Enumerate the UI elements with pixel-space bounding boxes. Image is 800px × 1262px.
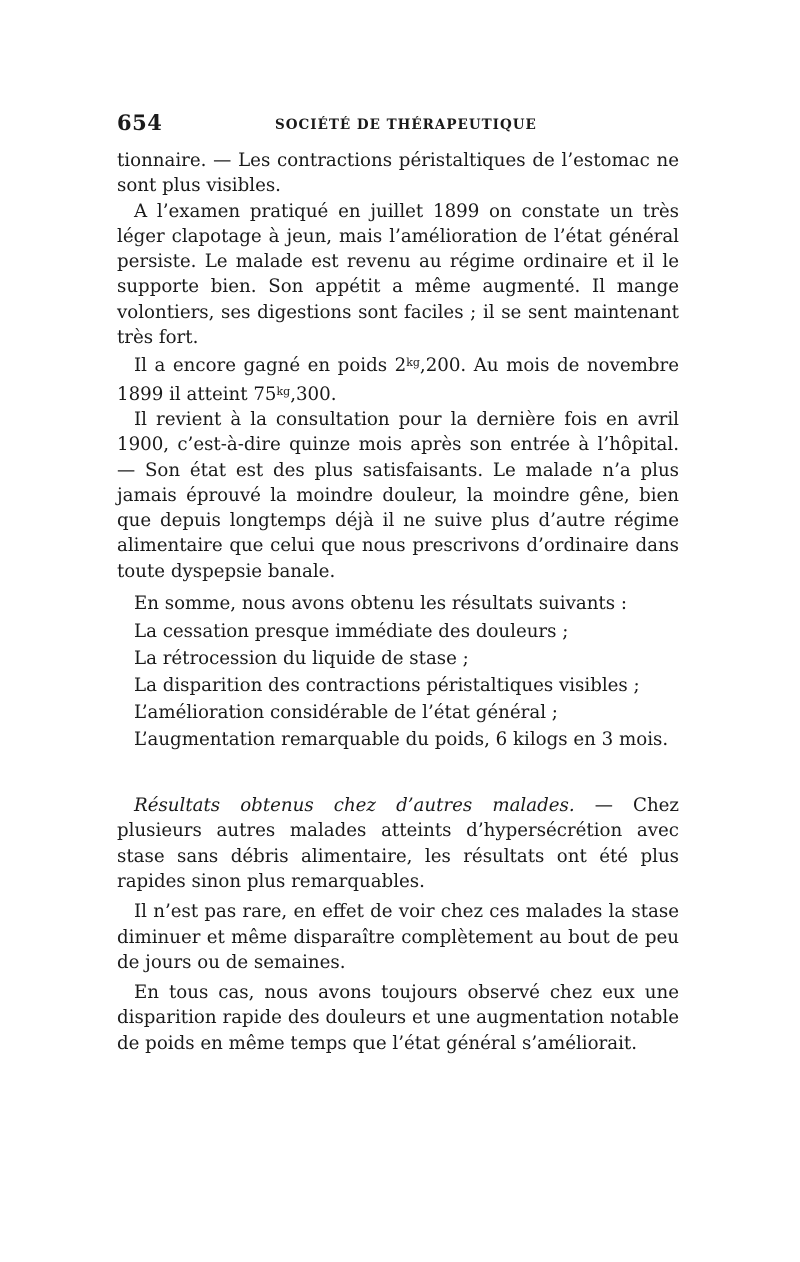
section-title: Résultats obtenus chez d’autres malades. [134, 795, 575, 817]
results-item: La cessation presque immédiate des douleurs ; [134, 621, 569, 643]
results-item: L’augmentation remarquable du poids, 6 kilogs en 3 mois. [134, 729, 669, 751]
weight-text-after: ,300. [290, 383, 337, 405]
page-number: 654 [117, 110, 163, 135]
results-item: L’amélioration considérable de l’état général ; [134, 702, 558, 724]
weight-text-before: Il a encore gagné en poids 2 [134, 355, 407, 377]
paragraph-continued: tionnaire. — Les contractions péristaltiques de l’estomac ne sont plus visibles. [117, 150, 679, 197]
paragraph-final-consultation: Il revient à la consultation pour la dernière fois en avril 1900, c’est-à-dire quinze mois après son entrée à l’hôpital. — Son état est des plus satisfaisants. Le malade n’a plus jamais éprouvé la moindre douleur, la moindre gêne, bien que depuis longtemps déjà il ne suive plus d’autre régime alimentaire que celui que nous prescrivons d’ordinaire dans toute dyspepsie banale. [117, 408, 679, 582]
section-spacer [117, 753, 679, 793]
book-page [117, 110, 679, 1056]
paragraph-conclusion: En tous cas, nous avons toujours observé chez eux une disparition rapide des douleurs et une augmentation notable de poids en même temps que l’état général s’améliorait. [117, 982, 679, 1054]
paragraph-weight [117, 350, 679, 407]
weight-unit-2: kg [276, 384, 291, 398]
weight-unit-1: kg [406, 356, 420, 370]
running-head: SOCIÉTÉ DE THÉRAPEUTIQUE [275, 117, 537, 133]
results-item: La rétrocession du liquide de stase ; [134, 648, 469, 670]
section-intro-text: — Chez plusieurs autres malades atteints d’hypersécrétion avec stase sans débris alimentaire, les résultats ont été plus rapides sinon plus remarquables. [117, 795, 680, 892]
paragraph-examination: A l’examen pratiqué en juillet 1899 on constate un très léger clapotage à jeun, mais l’amélioration de l’état général persiste. Le malade est revenu au régime ordinaire et il le supporte bien. Son appétit a même augmenté. Il mange volontiers, ses digestions sont faciles ; il se sent maintenant très fort. [117, 200, 679, 349]
results-list [117, 590, 679, 753]
page-header [117, 110, 679, 140]
results-intro: En somme, nous avons obtenu les résultats suivants : [134, 593, 627, 615]
paragraph-stase: Il n’est pas rare, en effet de voir chez ces malades la stase diminuer et même disparaître complètement au bout de peu de jours ou de semaines. [117, 901, 679, 973]
weight-text-mid: ,200. Au mois de novembre 1899 il atteint 75 [117, 355, 679, 405]
results-item: La disparition des contractions péristaltiques visibles ; [134, 675, 640, 697]
section-other-patients [117, 793, 679, 894]
